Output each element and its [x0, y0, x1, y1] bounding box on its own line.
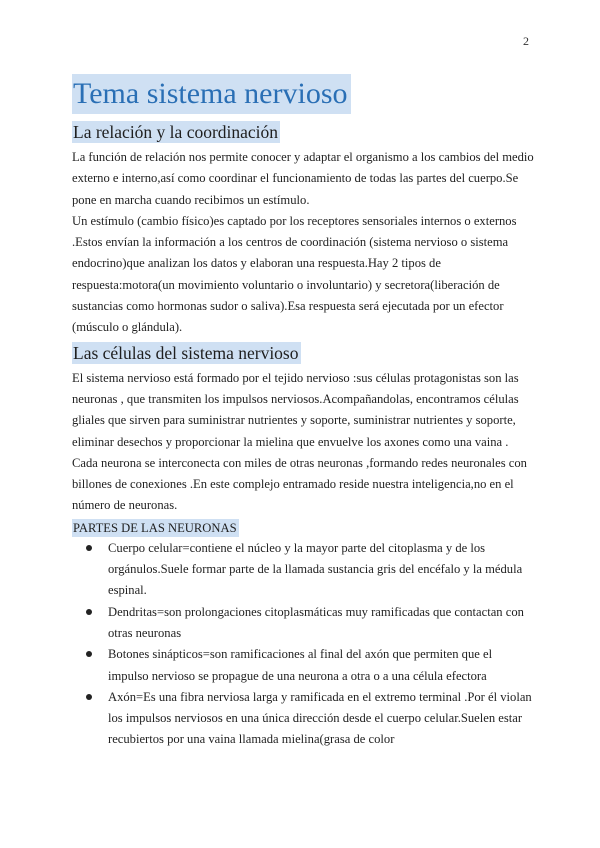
- bullet-icon: [86, 609, 92, 615]
- list-item: [108, 644, 534, 687]
- section-heading-relacion: La relación y la coordinación: [73, 122, 279, 142]
- bullet-icon: [86, 694, 92, 700]
- paragraph: La función de relación nos permite conocer y adaptar el organismo a los cambios del medio externo e interno,así como coordinar el funcionamiento de todas las partes del cuerpo.Se pone en marcha cuando recibimos un estímulo.: [72, 150, 534, 207]
- paragraph: Un estímulo (cambio físico)es captado por los receptores sensoriales internos o externos .Estos envían la información a los centros de coordinación (sistema nervioso o sistema endocrino)que analizan los datos y elaboran una respuesta.Hay 2 tipos de respuesta:motora(un movimiento voluntario o involuntario) y secretora(liberación de sustancias como hormonas sudor o saliva).Esa respuesta será ejecutada por un efector (músculo o glándula).: [72, 213, 517, 335]
- section-celulas: [72, 339, 534, 751]
- list-item: [108, 687, 534, 751]
- list-item-text: Botones sinápticos=son ramificaciones al final del axón que permiten que el impulso nervioso se propague de una neurona a otra o a una célula efectora: [108, 647, 493, 683]
- list-item: [108, 602, 534, 645]
- list-item-text: Cuerpo celular=contiene el núcleo y la mayor parte del citoplasma y de los orgánulos.Suele formar parte de la llamada sustancia gris del encéfalo y la médula espinal.: [108, 540, 523, 598]
- bullet-icon: [86, 545, 92, 551]
- document-body: [72, 74, 534, 751]
- section-heading-celulas: Las células del sistema nervioso: [73, 342, 299, 363]
- bullet-icon: [86, 651, 92, 657]
- subheading-partes-neuronas: PARTES DE LAS NEURONAS: [73, 520, 237, 535]
- document-title: Tema sistema nervioso: [72, 74, 351, 114]
- list-item-text: Dendritas=son prolongaciones citoplasmáticas muy ramificadas que contactan con otras neuronas: [108, 604, 524, 640]
- paragraph: Cada neurona se interconecta con miles de otras neuronas ,formando redes neuronales con billones de conexiones .En este complejo entramado reside nuestra inteligencia,no en el número de neuronas.: [72, 455, 527, 513]
- page-number: 2: [523, 34, 529, 48]
- neuron-parts-list: [72, 538, 534, 751]
- list-item: [108, 538, 534, 602]
- list-item-text: Axón=Es una fibra nerviosa larga y ramificada en el extremo terminal .Por él violan los impulsos nerviosos en una única dirección desde el cuerpo celular.Suelen estar recubiertos por una vaina llamada mielina(grasa de color: [108, 689, 532, 747]
- section-relacion: [72, 118, 534, 339]
- paragraph: El sistema nervioso está formado por el tejido nervioso :sus células protagonistas son las neuronas , que transmiten los impulsos nerviosos.Acompañandolas, encontramos células gliales que sirven para suministrar nutrientes y soporte, suministrar nutrientes y soporte, eliminar desechos y proporcionar la mielina que envuelve los axones como una vaina .: [72, 370, 519, 449]
